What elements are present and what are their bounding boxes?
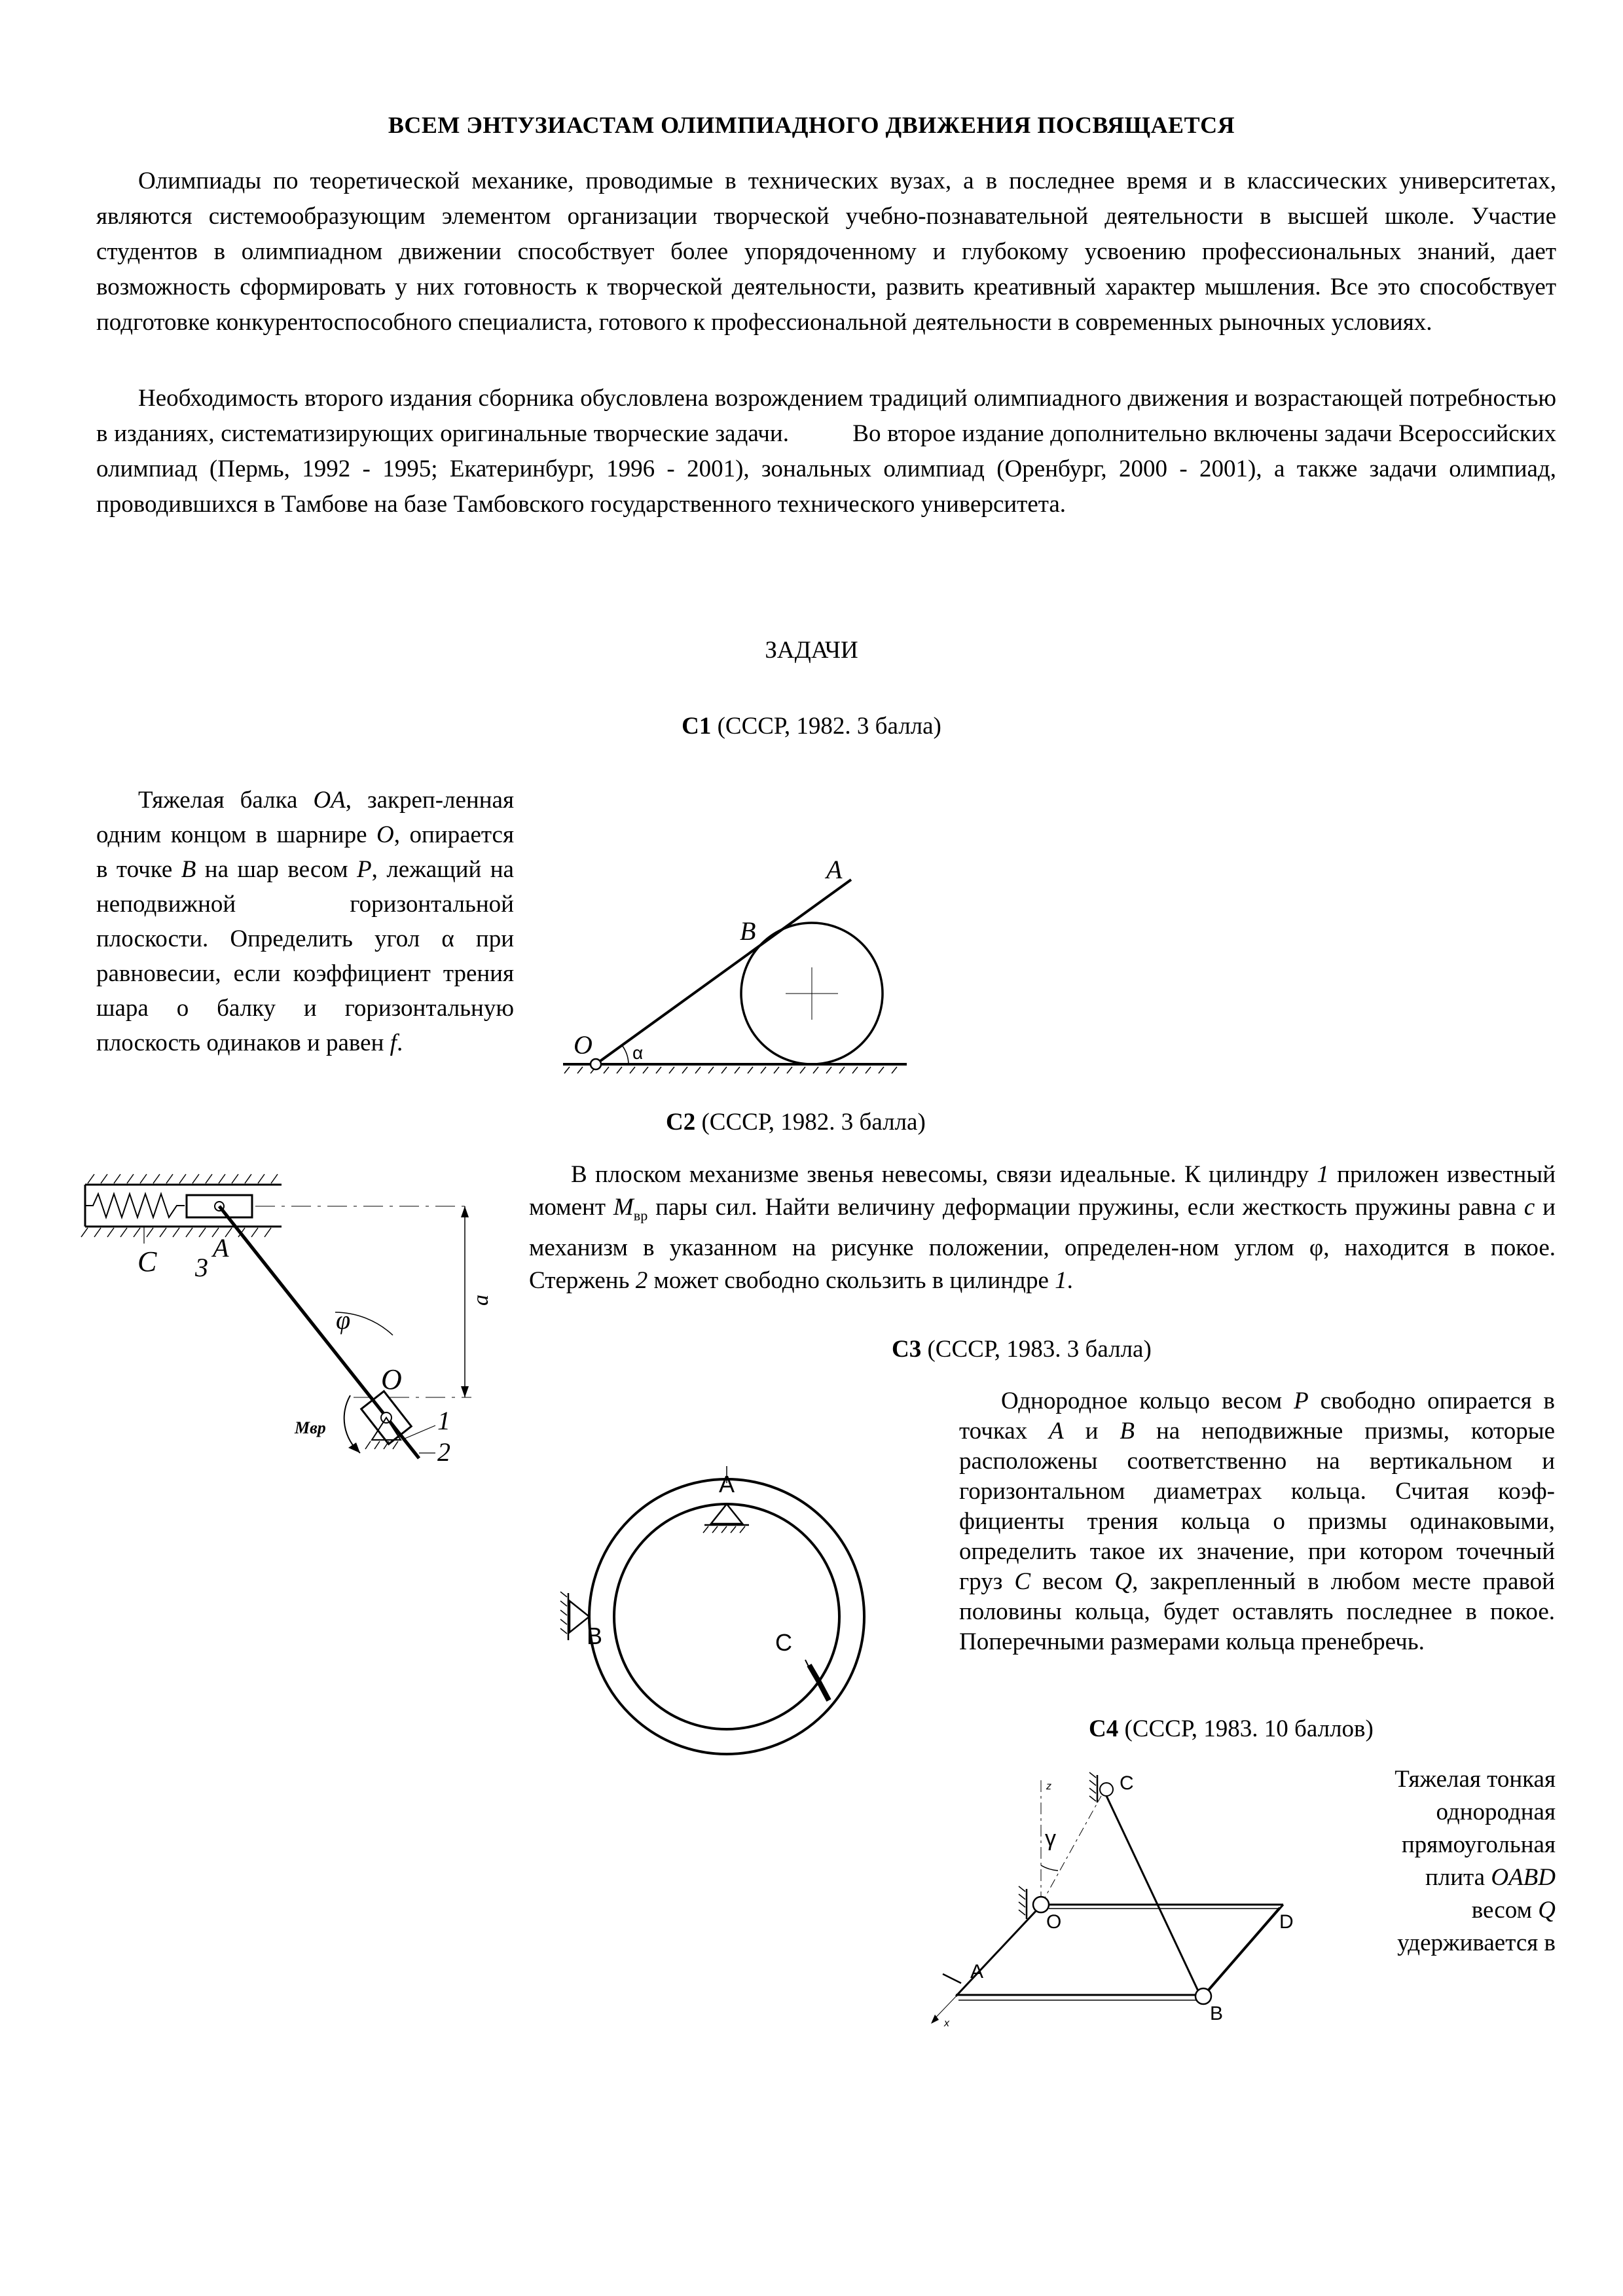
label-gamma: γ [1045,1826,1056,1851]
label-3: 3 [195,1253,208,1282]
plate-edge-db-inner [1202,1907,1279,1996]
beam-oa [596,880,851,1064]
label-a: A [719,1471,735,1498]
label-x: x [944,2018,949,2029]
ring-inner [614,1504,839,1729]
plate-edge-db [1205,1905,1283,1995]
problem-c3-id: С3 [892,1336,922,1363]
label-c: C [775,1629,792,1656]
problem-c1-text: Тяжелая балка OA, закреп-ленная одним концом в шарнире O, опирается в точке B на шар весом P, лежащий на неподвижной горизонтальной плоскости. Определить угол α при равновесии, если коэффициент трения шара о балку и горизонтальную плоскость одинаков и равен f. [96,787,514,1056]
intro-paragraph-2: Необходимость второго издания сборника обусловлена возрождением традиций олимпиадного движения и возрастающей потребностью в изданиях, систематизирующих оригинальные творческие задачи. Во второе издание дополнительно включены задачи Всероссийских олимпиад (Пермь, 1992 - 1995; Екатеринбург, 1996 - 2001), зональных олимпиад (Оренбург, 2000 - 2001), а также задачи олимпиад, проводившихся в Тамбове на базе Тамбовского государственного технического университета. [96,385,1563,518]
label-d: D [1279,1911,1294,1933]
spring [85,1194,185,1217]
problem-c4-text: Тяжелая тонкая однородная прямоугольная плита OABD весом Q удерживается в [1395,1766,1556,1956]
problem-c3-meta: (СССР, 1983. 3 балла) [927,1336,1152,1363]
label-1: 1 [437,1406,450,1435]
problem-c1-id: С1 [682,713,712,740]
label-o: O [381,1363,402,1395]
moment-arc [344,1395,360,1453]
hinge-b [1195,1988,1211,2004]
wall-o-hatch [1019,1886,1025,1915]
prism-a [711,1504,742,1524]
problem-c4-heading [1089,1715,1374,1743]
ground-hatch [564,1067,897,1073]
dimension-a-arrow-top [461,1206,469,1217]
problem-c3-figure [537,1420,903,1774]
intro-paragraph-1: Олимпиады по теоретической механике, проводимые в технических вузах, а в последнее время и в классических университетах, являются системообразующим элементом организации творческой учебно-познавательной деятельности в высшей школе. Участие студентов в олимпиадном движении способствует более упорядоченному и глубокому усвоению профессиональных знаний, дает возможность сформировать у них готовность к творческой деятельности, развить креативный характер мышления. Все это способствует подготовке конкурентоспособного специалиста, готового к профессиональной деятельности в современных рыночных условиях. [96,168,1556,336]
label-o: O [1046,1911,1062,1933]
label-b: B [587,1623,603,1649]
section-title: ЗАДАЧИ [765,637,858,664]
label-c: C [137,1246,157,1278]
hinge-o [1033,1897,1049,1912]
hinge-c [1100,1783,1113,1796]
problem-c1-figure [550,851,917,1100]
problem-c2-meta: (СССР, 1982. 3 балла) [701,1109,926,1136]
problem-c2-text: В плоском механизме звенья невесомы, связи идеальные. К цилиндру 1 приложен известный момент $M_{вр}$ пары сил. Найти величину деформации пружины, если жесткость пружины равна c и механизм в указанном на рисунке положении, определен-ном углом φ, находится в покое. Стержень 2 может свободно скользить в цилиндре 1. [529,1161,1556,1295]
label-b: B [1210,2003,1224,2024]
moment-arrow [348,1443,360,1453]
load-c [809,1665,818,1681]
problem-c4-id: С4 [1089,1715,1119,1742]
problem-c2-figure [79,1165,524,1479]
label-mvr: Mвр [295,1418,326,1437]
axis-x [932,1990,962,2021]
hinge-o [591,1059,601,1069]
angle-arc-alpha [622,1045,629,1064]
problem-c4-figure [930,1767,1349,2134]
hinge-support-hatch [365,1441,398,1449]
load-c-body [818,1681,829,1700]
label-c: C [1120,1772,1134,1794]
label-z: z [1046,1781,1051,1792]
label-2: 2 [437,1437,450,1467]
prism-a-hatch [703,1526,745,1533]
label-dim-a: a [469,1295,493,1306]
gamma-arc [1041,1865,1058,1871]
rope-cb [1106,1796,1199,1994]
label-phi: φ [336,1305,351,1335]
plate-edge-oa [956,1911,1036,1996]
guide-top-hatch [88,1174,278,1183]
support-a [943,1974,961,1983]
dimension-a-arrow-bottom [461,1386,469,1397]
label-a: A [826,855,843,884]
label-b: B [740,916,756,946]
problem-c1-heading [0,712,1623,740]
label-alpha: α [632,1043,644,1063]
problem-c2-id: С2 [666,1109,696,1136]
problem-c2-heading [666,1108,926,1136]
problem-c4-meta: (СССР, 1983. 10 баллов) [1124,1715,1374,1742]
problem-c3-heading [892,1335,1152,1363]
problem-c1-meta: (СССР, 1982. 3 балла) [717,713,941,740]
wall-c-hatch [1089,1772,1096,1801]
problem-c3-text: Однородное кольцо весом P свободно опирается в точках A и B на неподвижные призмы, которые расположены соответственно на вертикальном и горизонтальном диаметрах кольца. Считая коэф-фициенты трения кольца о призмы одинаковыми, определить такое их значение, при котором точечный груз C весом Q, закрепленный в любом месте правой половины кольца, будет оставлять последнее в покое. Поперечными размерами кольца пренебречь. [959,1388,1556,1655]
label-a: A [970,1961,984,1982]
label-o: O [574,1030,593,1060]
page-title: ВСЕМ ЭНТУЗИАСТАМ ОЛИМПИАДНОГО ДВИЖЕНИЯ ПОСВЯЩАЕТСЯ [388,112,1235,138]
prism-b-hatch [560,1592,567,1634]
label-a: A [213,1233,229,1263]
